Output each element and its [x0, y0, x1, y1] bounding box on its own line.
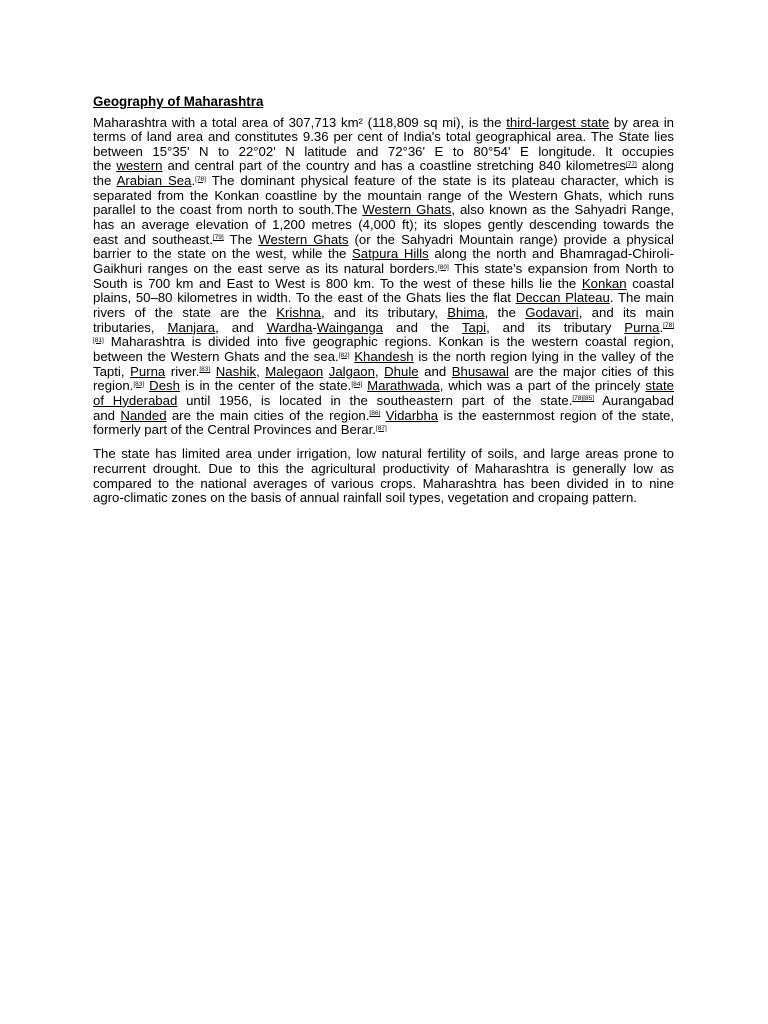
hyperlink[interactable]: Godavari	[525, 305, 579, 321]
body-text: are the main cities of the region.	[166, 407, 370, 423]
text-line	[93, 409, 674, 424]
text-line	[93, 262, 674, 277]
body-text: Aurangabad	[594, 392, 674, 408]
hyperlink[interactable]: Satpura Hills	[352, 246, 429, 262]
body-text: are the major cities of this	[508, 363, 675, 379]
hyperlink[interactable]: state	[645, 378, 674, 394]
body-text: formerly part of the Central Provinces and Berar.	[93, 422, 376, 438]
body-text: and	[418, 363, 452, 379]
hyperlink[interactable]: Bhusawal	[451, 363, 509, 379]
body-text: the	[93, 158, 117, 174]
citation-link[interactable]: [83]	[133, 380, 145, 388]
body-text: This state's expansion from North to	[448, 261, 674, 277]
body-text: plains, 50–80 kilometres in width. To the east of the Ghats lies the flat	[93, 290, 516, 306]
hyperlink[interactable]: Malegaon	[265, 363, 324, 379]
text-line	[93, 116, 674, 131]
body-text: Maharashtra with a total area of 307,713 km² (118,809 sq mi), is the	[93, 114, 507, 130]
body-text: barrier to the state on the west, while the	[93, 246, 353, 262]
text-line	[93, 203, 674, 218]
text-line	[93, 159, 674, 174]
body-text: parallel to the coast from north to south.The	[93, 202, 363, 218]
body-text: along the north and Bhamragad-Chiroli-	[428, 246, 674, 262]
body-text: , and its tributary,	[320, 305, 448, 321]
body-text: Maharashtra is divided into five geographic regions. Konkan is the western coastal region,	[103, 334, 674, 350]
body-text: agro-climatic zones on the basis of annual rainfall soil types, vegetation and cropaing pattern.	[93, 490, 637, 506]
hyperlink[interactable]: Nashik	[215, 363, 257, 379]
citation-link[interactable]: [79]	[212, 234, 224, 242]
text-line	[93, 394, 674, 409]
hyperlink[interactable]: Bhima	[447, 305, 485, 321]
hyperlink[interactable]: western	[116, 158, 163, 174]
hyperlink[interactable]: Konkan	[581, 275, 627, 291]
article-body	[93, 116, 674, 506]
hyperlink[interactable]: Krishna	[276, 305, 321, 321]
hyperlink[interactable]: Manjara	[167, 319, 216, 335]
body-text: , the	[484, 305, 526, 321]
text-line	[93, 491, 674, 506]
citation-link[interactable]: [78]	[572, 395, 584, 403]
body-text: , and its main	[578, 305, 674, 321]
body-text: (or the Sahyadri Mountain range) provide a physical	[348, 231, 674, 247]
body-text: ,	[256, 363, 266, 379]
body-text: region.	[93, 378, 134, 394]
text-line	[93, 350, 674, 365]
citation-link[interactable]: [81]	[93, 336, 104, 344]
body-text: between 15°35' N to 22°02' N latitude and 72°36' E to 80°54' E longitude. It occupies	[93, 143, 674, 159]
citation-link[interactable]: [77]	[625, 160, 637, 168]
citation-link[interactable]: [83]	[199, 366, 211, 374]
hyperlink[interactable]: Purna	[130, 363, 166, 379]
text-line	[93, 277, 674, 292]
paragraph	[93, 116, 674, 438]
body-text: -	[312, 319, 317, 335]
hyperlink[interactable]: Wardha	[266, 319, 313, 335]
text-line	[93, 335, 674, 350]
body-text: The state has limited area under irrigation, low natural fertility of soils, and large areas prone to	[93, 446, 674, 462]
text-line	[93, 291, 674, 306]
body-text: , and its tributary	[486, 319, 625, 335]
citation-link[interactable]: [82]	[338, 351, 350, 359]
body-text: east and southeast.	[93, 231, 213, 247]
text-line	[93, 189, 674, 204]
body-text: terms of land area and constitutes 9.36 per cent of India's total geographical area. The State lies	[93, 129, 674, 145]
body-text: separated from the Konkan coastline by the mountain range of the Western Ghats, which runs	[93, 187, 674, 203]
text-line	[93, 447, 674, 462]
text-line	[93, 218, 674, 233]
hyperlink[interactable]: Western Ghats	[258, 231, 349, 247]
body-text: and the	[383, 319, 462, 335]
hyperlink[interactable]: of Hyderabad	[93, 392, 178, 408]
body-text: , and	[215, 319, 267, 335]
body-text: The dominant physical feature of the state is its plateau character, which is	[205, 173, 674, 189]
citation-link[interactable]: [85]	[583, 395, 595, 403]
hyperlink[interactable]: Arabian Sea	[116, 173, 192, 189]
body-text: the	[93, 173, 117, 189]
body-text: along	[636, 158, 675, 174]
paragraph	[93, 447, 674, 506]
body-text: recurrent drought. Due to this the agricultural productivity of Maharashtra is generally low as	[93, 460, 674, 476]
hyperlink[interactable]: Deccan Plateau	[515, 290, 610, 306]
text-line	[93, 379, 674, 394]
body-text: rivers of the state are the	[93, 305, 277, 321]
body-text: has an average elevation of 1,200 metres (4,000 ft); its slopes gently descending towards the	[93, 217, 674, 233]
body-text: and	[93, 407, 121, 423]
text-line	[93, 477, 674, 492]
citation-link[interactable]: [86]	[369, 410, 381, 418]
body-text: , also known as the Sahyadri Range,	[451, 202, 674, 218]
citation-link[interactable]: [84]	[351, 380, 363, 388]
text-line	[93, 321, 674, 336]
citation-link[interactable]: [78]	[663, 322, 675, 330]
body-text: compared to the national averages of various crops. Maharashtra has been divided in to nine	[93, 475, 674, 491]
body-text: Gaikhuri ranges on the east serve as its natural borders.	[93, 261, 438, 277]
body-text: , which was a part of the princely	[439, 378, 646, 394]
hyperlink[interactable]: Purna	[624, 319, 660, 335]
body-text: The	[223, 231, 259, 247]
hyperlink[interactable]: Dhule	[384, 363, 419, 379]
section-heading: Geography of Maharashtra	[93, 94, 264, 109]
body-text: between the Western Ghats and the sea.	[93, 349, 339, 364]
text-line	[93, 145, 674, 160]
body-text: coastal	[626, 275, 674, 291]
body-text: Tapti,	[93, 363, 131, 379]
hyperlink[interactable]: Tapi	[461, 319, 487, 335]
text-line	[93, 423, 674, 438]
citation-link[interactable]: [80]	[437, 263, 449, 271]
body-text: until 1956, is located in the southeastern part of the state.	[177, 392, 573, 408]
body-text: and central part of the country and has a coastline stretching 840 kilometres	[162, 158, 626, 174]
hyperlink[interactable]: Western Ghats	[362, 202, 452, 218]
hyperlink[interactable]: third-largest state	[506, 114, 610, 130]
body-text: .	[191, 173, 196, 189]
hyperlink[interactable]: Wainganga	[316, 319, 384, 335]
body-text: .	[659, 319, 664, 335]
body-text: South is 700 km and East to West is 800 km. To the west of these hills lie the	[93, 275, 582, 291]
hyperlink[interactable]: Marathwada	[367, 378, 440, 394]
hyperlink[interactable]: Vidarbha	[385, 407, 439, 423]
text-line	[93, 365, 674, 380]
body-text: tributaries,	[93, 319, 168, 335]
body-text: is in the center of the state.	[179, 378, 352, 394]
body-text: is the north region lying in the valley of the	[413, 349, 674, 364]
body-text: ,	[374, 363, 385, 379]
citation-link[interactable]: [78]	[195, 175, 206, 183]
text-line	[93, 306, 674, 321]
hyperlink[interactable]: Jalgaon	[328, 363, 375, 379]
citation-link[interactable]: [87]	[375, 424, 387, 432]
article	[93, 94, 674, 515]
text-line	[93, 247, 674, 262]
hyperlink[interactable]: Khandesh	[354, 349, 414, 364]
text-line	[93, 462, 674, 477]
text-line	[93, 130, 674, 145]
text-line	[93, 233, 674, 248]
body-text: by area in	[609, 114, 674, 130]
body-text: river.	[165, 363, 200, 379]
body-text: . The main	[609, 290, 674, 306]
hyperlink[interactable]: Desh	[149, 378, 180, 394]
body-text: is the easternmost region of the state,	[438, 407, 675, 423]
text-line	[93, 174, 674, 189]
hyperlink[interactable]: Nanded	[120, 407, 167, 423]
